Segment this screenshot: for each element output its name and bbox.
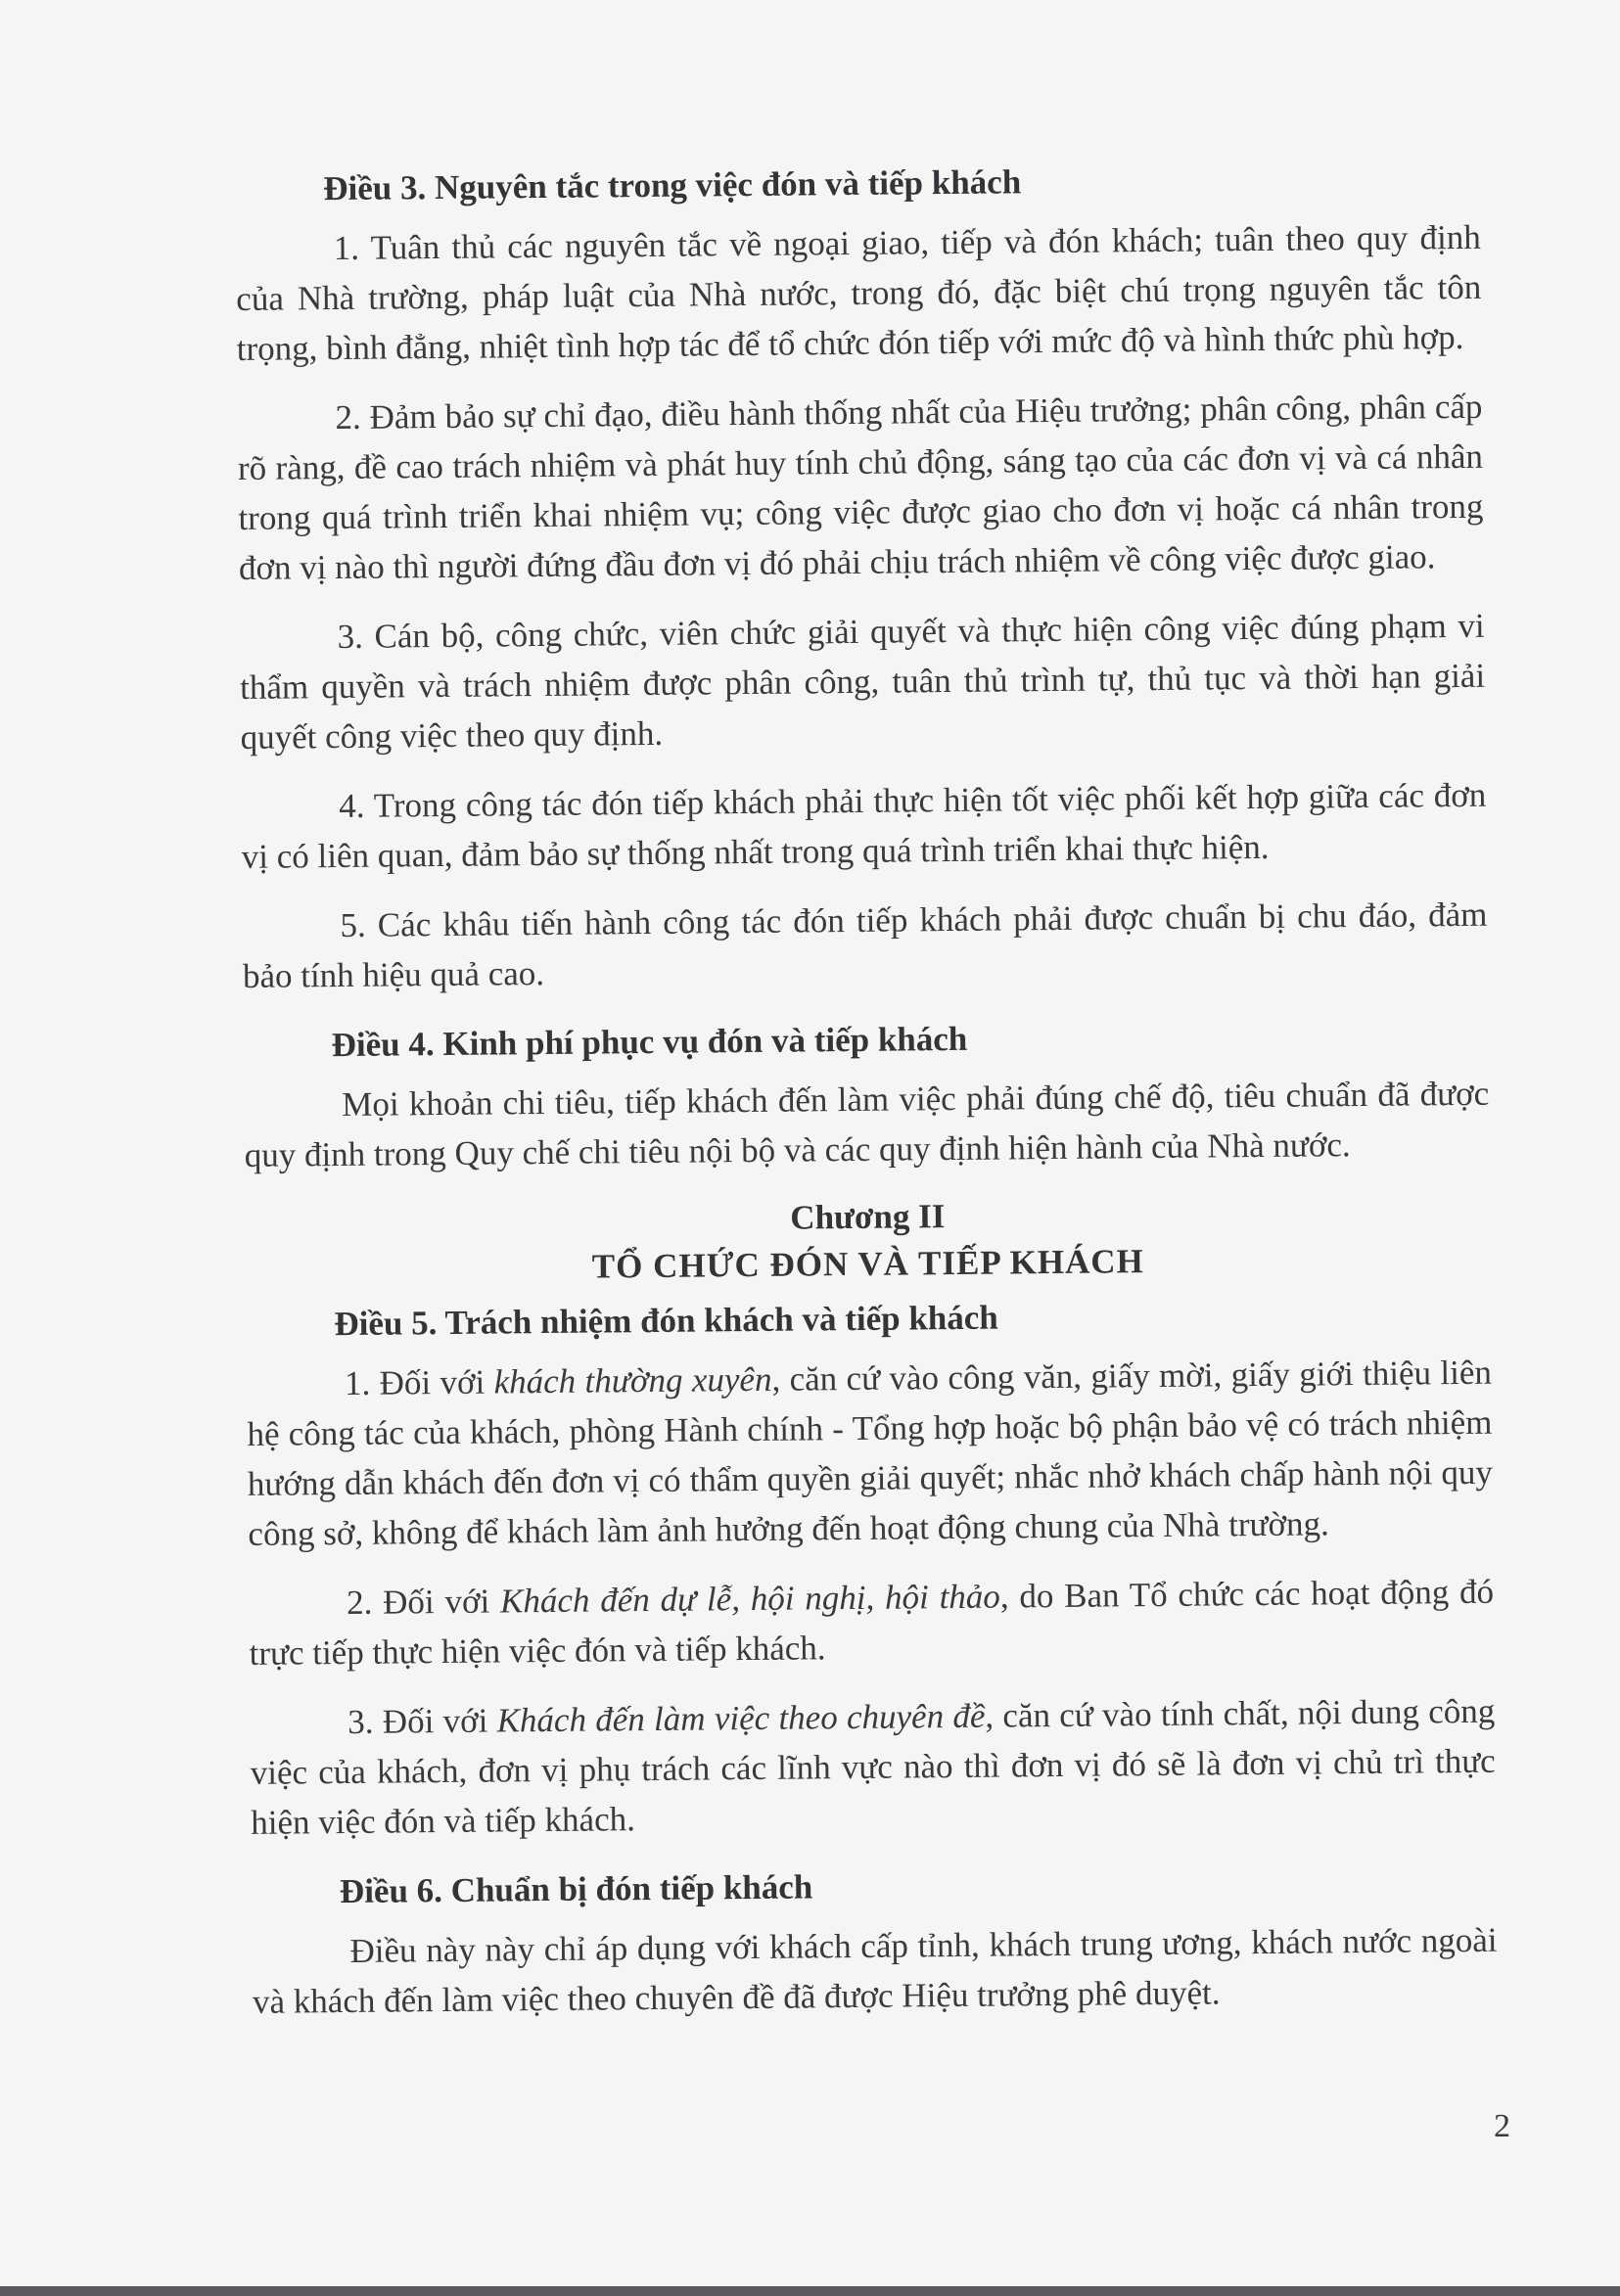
article-4-text: Mọi khoản chi tiêu, tiếp khách đến làm việc phải đúng chế độ, tiêu chuẩn đã được quy định trong Quy chế chi tiêu nội bộ và các quy định hiện hành của Nhà nước. — [244, 1074, 1490, 1174]
article-5-item-2-rest: , do Ban Tổ chức các hoạt động đó trực tiếp thực hiện việc đón và tiếp khách. — [249, 1572, 1495, 1673]
page-content — [235, 153, 1498, 2046]
article-6-title: Điều 6. Chuẩn bị đón tiếp khách — [339, 1867, 813, 1911]
article-5-item-1-rest: , căn cứ vào công văn, giấy mời, giấy giới thiệu liên hệ công tác của khách, phòng Hành chính - Tổng hợp hoặc bộ phận bảo vệ có trách nhiệm hướng dẫn khách đến đơn vị có thẩm quyền giải quyết; nhắc nhở khách chấp hành nội quy công sở, không để khách làm ảnh hưởng đến hoạt động chung của Nhà trường. — [247, 1353, 1494, 1553]
page-number: 2 — [1494, 2108, 1510, 2144]
article-5-item-1-emphasis: khách thường xuyên — [493, 1359, 772, 1401]
article-3-item-4: 4. Trong công tác đón tiếp khách phải thực hiện tốt việc phối kết hợp giữa các đơn vị có liên quan, đảm bảo sự thống nhất trong quá trình triển khai thực hiện. — [241, 775, 1487, 876]
article-5-item-3 — [250, 1686, 1496, 1848]
article-5-item-1-prefix: 1. Đối với — [344, 1362, 494, 1402]
article-6-text: Điều này này chỉ áp dụng với khách cấp tỉnh, khách trung ương, khách nước ngoài và khách đến làm việc theo chuyên đề đã được Hiệu trưởng phê duyệt. — [252, 1920, 1498, 2021]
article-3-title: Điều 3. Nguyên tắc trong việc đón và tiếp khách — [323, 162, 1022, 208]
article-3-item-3: 3. Cán bộ, công chức, viên chức giải quyết và thực hiện công việc đúng phạm vi thẩm quyền và trách nhiệm được phân công, tuân thủ trình tự, thủ tục và thời hạn giải quyết công việc theo quy định. — [239, 606, 1486, 757]
article-3-item-1: 1. Tuân thủ các nguyên tắc về ngoại giao, tiếp và đón khách; tuân theo quy định của Nhà trường, pháp luật của Nhà nước, trong đó, đặc biệt chú trọng nguyên tắc tôn trọng, bình đẳng, nhiệt tình hợp tác để tổ chức đón tiếp với mức độ và hình thức phù hợp. — [236, 217, 1482, 368]
article-3-item-2: 2. Đảm bảo sự chỉ đạo, điều hành thống nhất của Hiệu trưởng; phân công, phân cấp rõ ràng, đề cao trách nhiệm và phát huy tính chủ động, sáng tạo của các đơn vị và cá nhân trong quá trình triển khai nhiệm vụ; công việc được giao cho đơn vị hoặc cá nhân trong đơn vị nào thì người đứng đầu đơn vị đó phải chịu trách nhiệm về công việc được giao. — [237, 387, 1484, 587]
article-5-item-2 — [249, 1567, 1495, 1678]
article-4-title: Điều 4. Kinh phí phục vụ đón và tiếp khách — [331, 1019, 968, 1065]
scan-bottom-edge — [0, 2286, 1620, 2296]
chapter-name: TỔ CHỨC ĐÓN VÀ TIẾP KHÁCH — [591, 1242, 1144, 1286]
chapter-heading — [245, 1188, 1491, 1294]
article-5-item-3-emphasis: Khách đến làm việc theo chuyên đề — [496, 1696, 986, 1740]
chapter-number: Chương II — [790, 1197, 946, 1237]
article-5-item-1 — [247, 1348, 1494, 1559]
article-5-title: Điều 5. Trách nhiệm đón khách và tiếp khách — [334, 1298, 998, 1344]
article-3-item-5: 5. Các khâu tiến hành công tác đón tiếp khách phải được chuẩn bị chu đáo, đảm bảo tính hiệu quả cao. — [242, 895, 1488, 995]
article-5-item-3-rest: , căn cứ vào tính chất, nội dung công việc của khách, đơn vị phụ trách các lĩnh vực nào thì đơn vị đó sẽ là đơn vị chủ trì thực hiện việc đón và tiếp khách. — [250, 1691, 1496, 1842]
article-5-item-3-prefix: 3. Đối với — [347, 1701, 497, 1741]
article-5-item-2-prefix: 2. Đối với — [346, 1582, 501, 1622]
article-5-item-2-emphasis: Khách đến dự lễ, hội nghị, hội thảo — [499, 1577, 1001, 1621]
